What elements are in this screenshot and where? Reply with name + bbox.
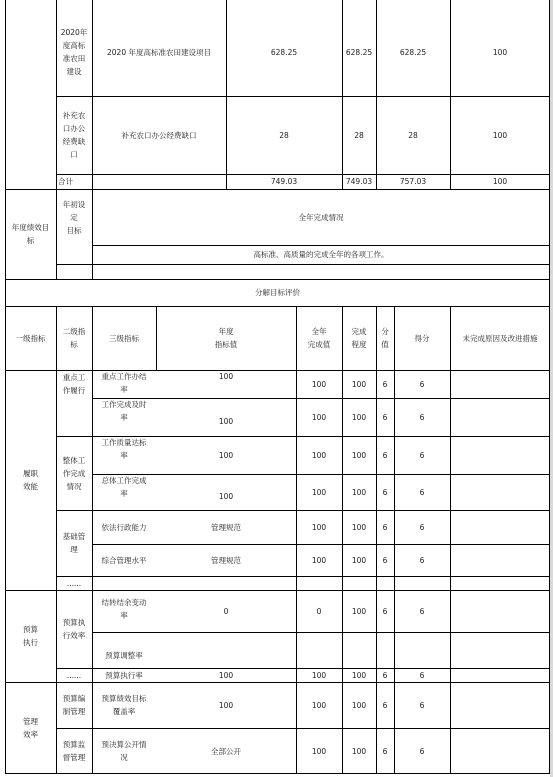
value: 100 (492, 177, 508, 186)
target-cell (156, 544, 296, 576)
target-text: 管理规范 (211, 555, 241, 565)
header-text: 得分 (414, 333, 430, 343)
l3-text: 依法行政能力 (101, 522, 147, 532)
target-text: 100 (218, 491, 234, 501)
target-cell (156, 668, 296, 682)
score-text: 6 (382, 379, 388, 389)
score-text: 6 (382, 487, 388, 497)
target-cell (156, 728, 296, 774)
value: 757.03 (399, 177, 427, 186)
score-text: 6 (382, 412, 388, 422)
header-text: 全年 完成值 (307, 327, 331, 349)
grid-line (56, 174, 550, 175)
value: 628.25 (399, 47, 427, 57)
project-desc: 补充农口办公经费缺口 (121, 130, 197, 140)
l3-text: 重点工作办结 率 (101, 372, 147, 394)
degree-cell (342, 474, 376, 510)
score-text: 6 (382, 450, 388, 460)
value-cell (450, 96, 550, 174)
header-reason (450, 306, 550, 370)
got-text: 6 (419, 746, 425, 756)
project-name: 2020年 度高标 准农田 建设 (60, 28, 88, 76)
l3-text: 预算绩效目标 覆盖率 (101, 694, 147, 716)
grid-line (56, 728, 550, 729)
grid-line (450, 306, 451, 774)
degree-cell (342, 682, 376, 728)
grid-line (226, 0, 227, 189)
degree-text: 100 (351, 606, 367, 616)
actual-text: 100 (311, 450, 327, 460)
header-text: 三级指标 (109, 333, 139, 343)
got-cell (394, 544, 450, 576)
degree-cell (342, 728, 376, 774)
l3-cell (92, 398, 156, 436)
degree-text: 100 (351, 555, 367, 565)
got-cell (394, 474, 450, 510)
total-label-cell (56, 174, 92, 189)
header-text: 一级指标 (15, 333, 46, 343)
grid-line (5, 370, 550, 371)
target-cell (156, 682, 296, 728)
header-got (394, 306, 450, 370)
total-value-cell (450, 174, 550, 189)
actual-cell (296, 590, 342, 632)
target-text: 0 (223, 606, 229, 616)
degree-text: 100 (351, 450, 367, 460)
degree-cell (342, 436, 376, 474)
value-cell (226, 8, 342, 96)
degree-text: 100 (351, 700, 367, 710)
actual-text: 100 (311, 412, 327, 422)
project-name-cell (56, 96, 92, 174)
header-target (156, 306, 296, 370)
score-text: 6 (382, 746, 388, 756)
degree-cell (342, 544, 376, 576)
degree-cell (342, 370, 376, 398)
value-cell (342, 8, 376, 96)
grid-line (5, 0, 6, 774)
score-text: 6 (382, 555, 388, 565)
grid-line (342, 306, 343, 774)
degree-text: 100 (351, 670, 367, 680)
header-l2 (56, 306, 92, 370)
actual-cell (296, 510, 342, 544)
grid-line (92, 632, 550, 633)
grid-line (56, 264, 550, 265)
got-cell (394, 682, 450, 728)
score-text: 6 (382, 700, 388, 710)
header-text: 完成 程度 (351, 327, 367, 349)
grid-line (156, 306, 157, 370)
grid-line (92, 398, 550, 399)
value: 100 (492, 47, 508, 57)
l2-oversight (56, 728, 92, 774)
got-text: 6 (419, 555, 425, 565)
actual-text: 100 (311, 379, 327, 389)
l1-budget (5, 590, 56, 682)
l1-text: 预算 执行 (23, 625, 38, 647)
grid-line (56, 576, 550, 577)
value-cell (342, 96, 376, 174)
grid-line (56, 189, 57, 279)
score-cell (376, 668, 394, 682)
total-value-cell (376, 174, 450, 189)
annual-sublabel: 年初设 定 目标 (62, 199, 86, 235)
target-text: 100 (218, 450, 234, 460)
l2-overall (56, 436, 92, 510)
value-cell (376, 96, 450, 174)
grid-line (376, 0, 377, 189)
grid-line (92, 189, 93, 279)
annual-header-cell (92, 189, 550, 245)
grid-line (5, 682, 550, 683)
grid-line (56, 0, 57, 189)
grid-line (92, 474, 550, 475)
got-cell (394, 436, 450, 474)
grid-line (394, 306, 395, 774)
actual-cell (296, 436, 342, 474)
project-desc-cell (92, 96, 226, 174)
actual-text: 100 (311, 700, 327, 710)
actual-text: 100 (311, 522, 327, 532)
l2-text: 重点工 作履行 (62, 373, 86, 395)
annual-goal-label-cell (5, 189, 56, 279)
l2-key-work (56, 370, 92, 398)
l3-text: 预算调整率 (105, 650, 143, 660)
l2-text: 预算监 督管理 (62, 740, 86, 762)
target-text: 100 (218, 670, 234, 680)
score-cell (376, 728, 394, 774)
l3-text: 预算执行率 (105, 670, 143, 680)
grid-line (450, 0, 451, 189)
value: 100 (492, 130, 508, 140)
l2-text: 预算编 制管理 (62, 694, 86, 716)
got-cell (394, 370, 450, 398)
score-cell (376, 398, 394, 436)
header-text: 未完成原因及改进措施 (462, 333, 538, 343)
grid-line (56, 436, 550, 437)
actual-cell (296, 370, 342, 398)
degree-text: 100 (351, 379, 367, 389)
l3-text: 工作完成及时 率 (101, 400, 147, 422)
got-text: 6 (419, 412, 425, 422)
actual-text: 100 (311, 746, 327, 756)
score-cell (376, 590, 394, 632)
l1-text: 履职 效能 (23, 469, 38, 491)
grid-line (5, 279, 550, 280)
l1-text: 管理 效率 (23, 717, 38, 739)
got-cell (394, 728, 450, 774)
value: 28 (408, 130, 418, 140)
target-cell (156, 474, 296, 510)
actual-cell (296, 668, 342, 682)
degree-cell (342, 590, 376, 632)
breakdown-title-cell (5, 279, 550, 306)
actual-cell (296, 728, 342, 774)
degree-text: 100 (351, 487, 367, 497)
total-value-cell (342, 174, 376, 189)
actual-cell (296, 682, 342, 728)
target-cell (156, 590, 296, 632)
header-l1 (5, 306, 56, 370)
score-cell (376, 370, 394, 398)
got-text: 6 (419, 379, 425, 389)
annual-content-cell (92, 245, 550, 264)
project-desc: 2020 年度高标准农田建设项目 (107, 47, 211, 57)
score-cell (376, 682, 394, 728)
project-name: 补充农 口办公 经费缺 口 (62, 111, 86, 159)
grid-line (5, 306, 550, 307)
l3-text: 预决算公开情 况 (101, 740, 147, 762)
grid-line (5, 590, 550, 591)
target-text: 管理规范 (211, 522, 241, 532)
got-cell (394, 668, 450, 682)
got-cell (394, 510, 450, 544)
degree-cell (342, 510, 376, 544)
target-text: 100 (218, 372, 234, 381)
l2-preparation (56, 682, 92, 728)
target-cell (156, 510, 296, 544)
l3-cell (92, 590, 156, 632)
got-text: 6 (419, 670, 425, 680)
l1-management (5, 682, 56, 774)
header-degree (342, 306, 376, 370)
actual-cell (296, 398, 342, 436)
l3-text: 综合管理水平 (101, 555, 147, 565)
l2-ellipsis (56, 576, 92, 590)
header-l3 (92, 306, 156, 370)
target-text: 100 (218, 416, 234, 426)
target-cell (156, 370, 296, 398)
degree-text: 100 (351, 522, 367, 532)
total-value-cell (226, 174, 342, 189)
ellipsis-text: ...... (66, 578, 82, 588)
actual-cell (296, 544, 342, 576)
total-label: 合计 (58, 177, 73, 186)
target-text: 100 (218, 700, 234, 710)
got-cell (394, 398, 450, 436)
project-name-cell (56, 8, 92, 96)
got-text: 6 (419, 606, 425, 616)
value-cell (226, 96, 342, 174)
grid-line (296, 306, 297, 774)
score-text: 6 (382, 670, 388, 680)
got-text: 6 (419, 450, 425, 460)
l2-basic (56, 510, 92, 576)
actual-text: 100 (311, 487, 327, 497)
project-desc-cell (92, 8, 226, 96)
l2-budget-rate (56, 590, 92, 668)
score-text: 6 (382, 522, 388, 532)
value: 749.03 (345, 177, 373, 186)
l3-cell (92, 544, 156, 576)
annual-sublabel-cell (56, 189, 92, 245)
grid-line (92, 544, 550, 545)
header-text: 分 值 (381, 327, 389, 349)
breakdown-title: 分解目标评价 (255, 288, 300, 297)
got-text: 6 (419, 487, 425, 497)
l3-text: 工作质量达标 率 (101, 438, 147, 460)
annual-content: 高标准、高质量的完成全年的各项工作。 (253, 250, 389, 259)
grid-line (92, 245, 550, 246)
l3-cell (92, 510, 156, 544)
actual-text: 100 (311, 555, 327, 565)
l3-cell (92, 436, 156, 474)
value: 628.25 (270, 47, 298, 57)
degree-text: 100 (351, 746, 367, 756)
header-text: 二级指 标 (62, 327, 86, 349)
grid-line (56, 510, 550, 511)
got-text: 6 (419, 522, 425, 532)
score-cell (376, 510, 394, 544)
l3-cell (92, 728, 156, 774)
actual-text: 100 (311, 670, 327, 680)
grid-line (92, 306, 93, 774)
actual-text: 0 (316, 606, 322, 616)
grid-line (92, 0, 93, 189)
grid-line (342, 0, 343, 189)
value: 28 (279, 130, 289, 140)
score-text: 6 (382, 606, 388, 616)
header-score (376, 306, 394, 370)
l3-cell (92, 370, 156, 398)
got-cell (394, 590, 450, 632)
value: 28 (354, 130, 364, 140)
l2-text: 基础管 理 (62, 532, 86, 554)
degree-text: 100 (351, 412, 367, 422)
grid-line (56, 668, 550, 669)
l2-text: 整体工 作完成 情况 (62, 455, 86, 491)
grid-line (56, 96, 550, 97)
l3-cell (92, 668, 156, 682)
score-cell (376, 544, 394, 576)
l2-ellipsis (56, 668, 92, 682)
l2-text: 预算执 行效率 (62, 618, 86, 640)
l3-cell (92, 632, 156, 668)
target-cell (156, 398, 296, 436)
header-actual (296, 306, 342, 370)
grid-line (5, 189, 550, 190)
score-cell (376, 474, 394, 510)
page-edge (550, 0, 553, 777)
l3-text: 总体工作完成 率 (101, 476, 147, 498)
value-cell (450, 8, 550, 96)
degree-cell (342, 668, 376, 682)
grid-line (5, 773, 550, 774)
l3-text: 结转结余变动 率 (101, 598, 147, 620)
value: 749.03 (270, 177, 298, 186)
value-cell (376, 8, 450, 96)
l1-performance (5, 370, 56, 590)
ellipsis-text: ...... (66, 670, 82, 680)
grid-line (56, 306, 57, 774)
target-text: 全部公开 (211, 746, 241, 756)
l3-cell (92, 682, 156, 728)
score-cell (376, 436, 394, 474)
annual-goal-label: 年度绩效目 标 (11, 223, 50, 245)
grid-line (376, 306, 377, 774)
actual-cell (296, 474, 342, 510)
value: 628.25 (345, 47, 373, 57)
l3-cell (92, 474, 156, 510)
got-text: 6 (419, 700, 425, 710)
annual-header: 全年完成情况 (298, 212, 344, 222)
degree-cell (342, 398, 376, 436)
header-text: 年度 指标值 (214, 327, 238, 349)
target-cell (156, 436, 296, 474)
